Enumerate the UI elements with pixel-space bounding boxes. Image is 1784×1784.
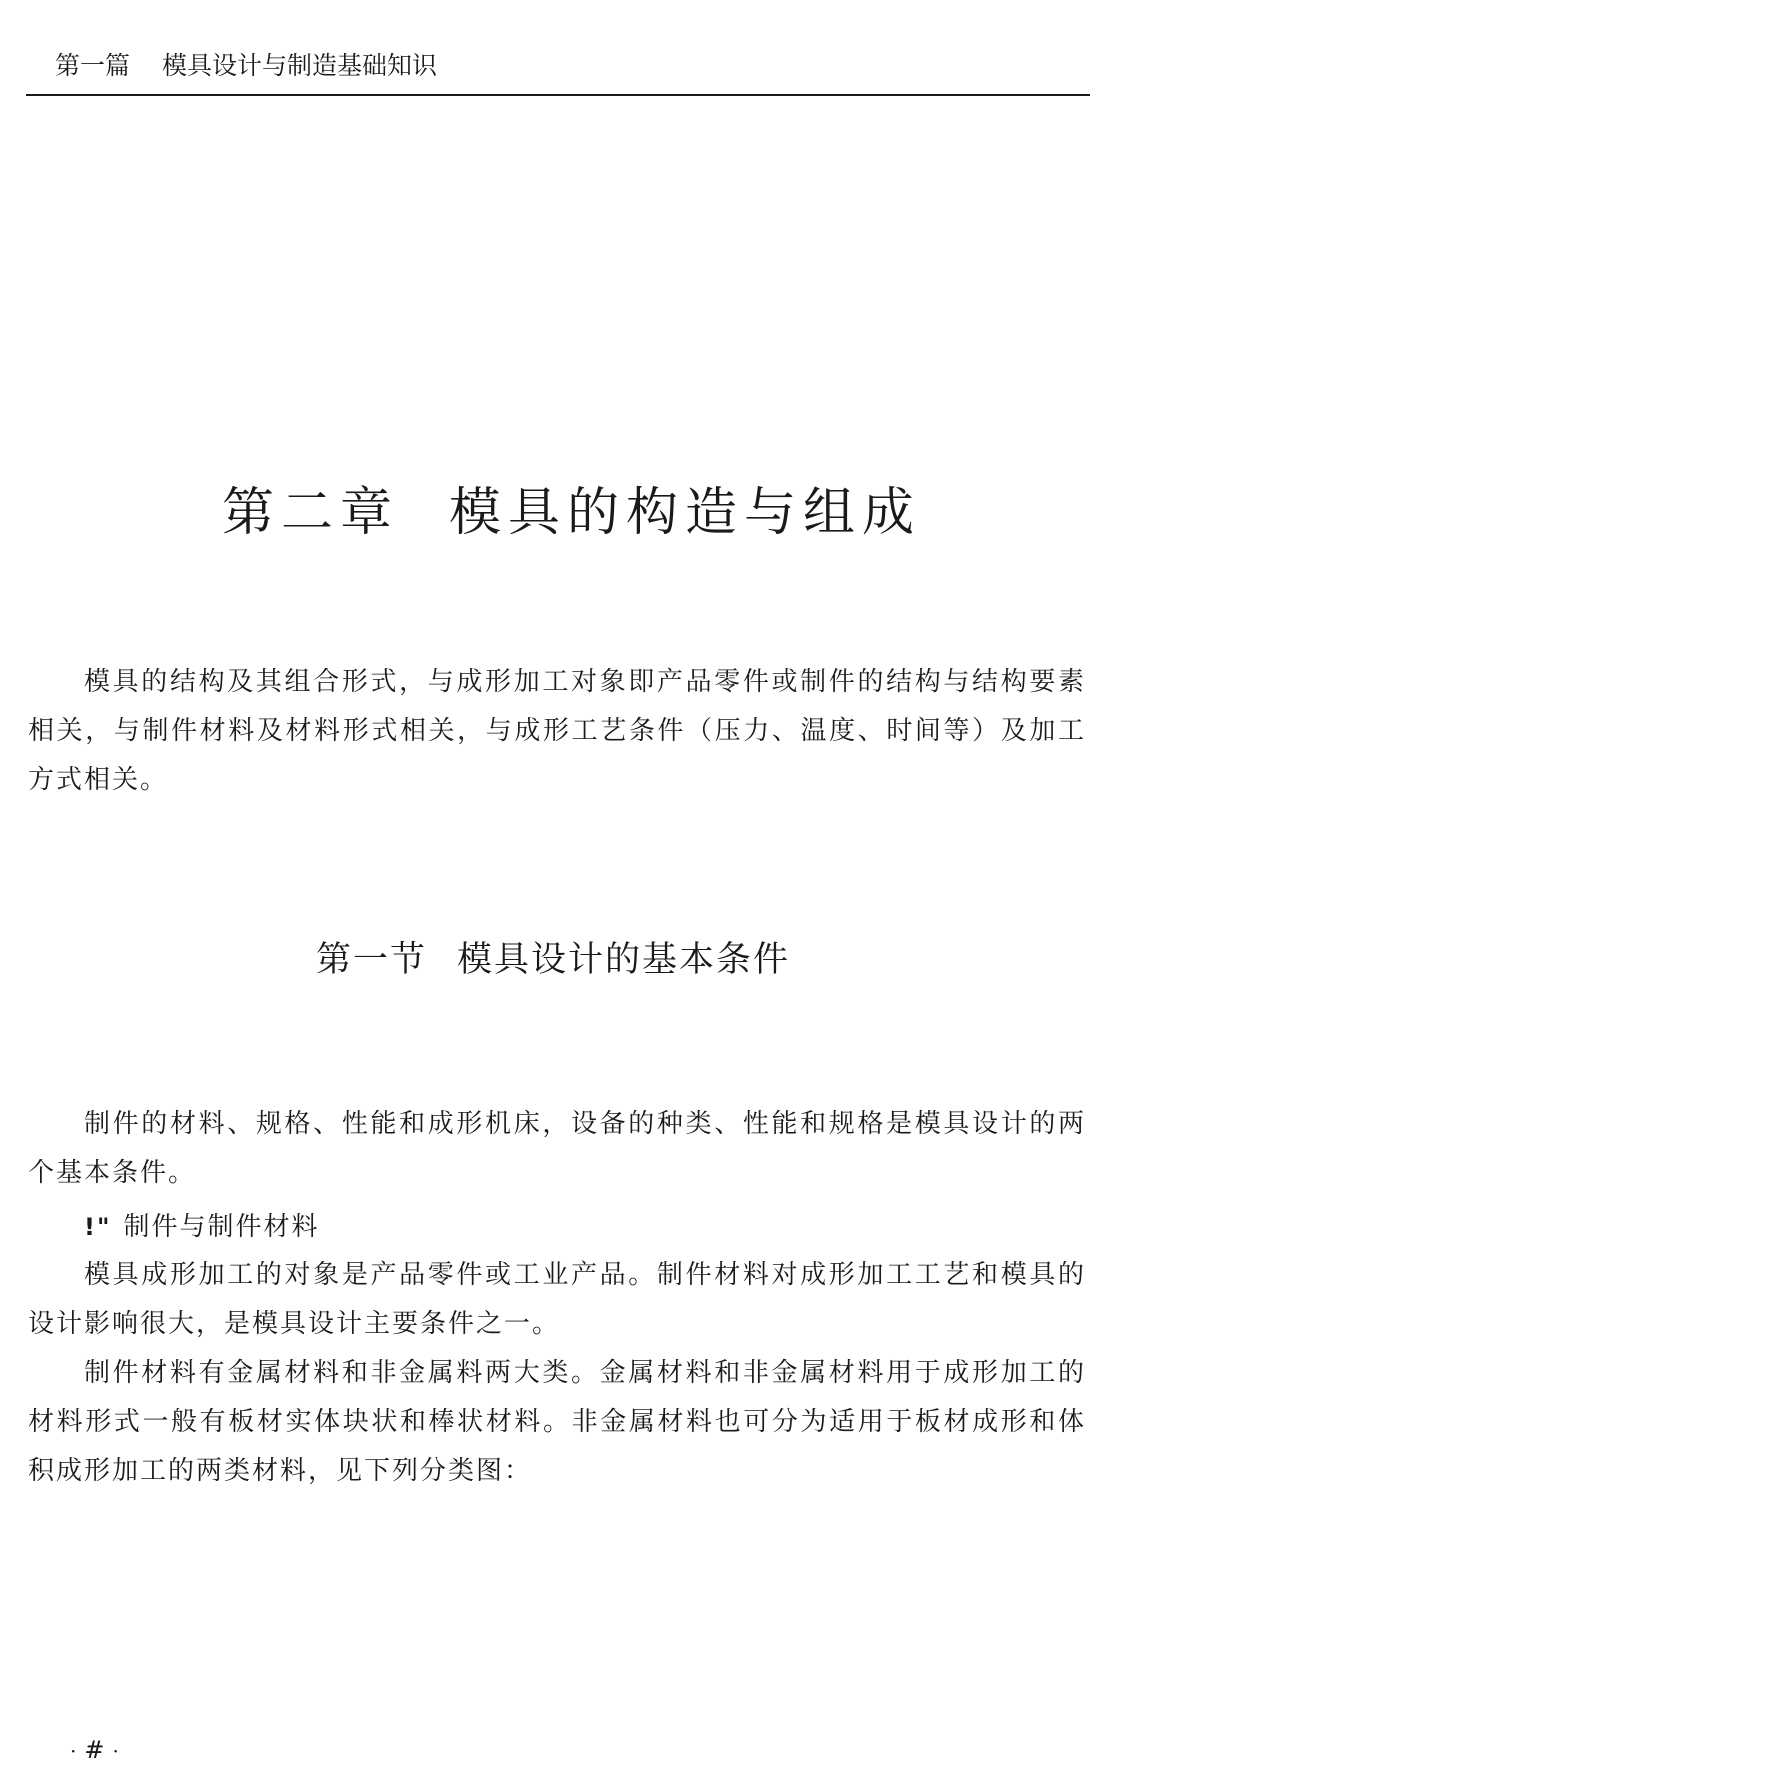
chapter-name: 模具的构造与组成	[449, 483, 922, 543]
running-header-part: 第一篇	[55, 51, 131, 80]
section-number: 第一节	[316, 940, 428, 980]
running-header	[55, 46, 437, 82]
intro-section	[28, 658, 1086, 805]
running-header-title: 模具设计与制造基础知识	[162, 51, 438, 80]
page-number-value: #	[84, 1736, 105, 1764]
intro-paragraph: 模具的结构及其组合形式，与成形加工对象即产品零件或制件的结构与结构要素相关，与制件材料及材料形式相关，与成形工艺条件（压力、温度、时间等）及加工方式相关。	[28, 667, 1086, 795]
chapter-number: 第二章	[222, 483, 400, 543]
header-rule	[26, 94, 1090, 96]
page-number	[62, 1736, 127, 1764]
page-number-right-dot: ·	[112, 1739, 119, 1763]
section-name: 模具设计的基本条件	[457, 940, 791, 980]
subsection-number: !"	[84, 1213, 112, 1241]
chapter-title	[222, 470, 921, 545]
page-number-left-dot: ·	[70, 1739, 77, 1763]
subsection-paragraph: 制件材料有金属材料和非金属料两大类。金属材料和非金属材料用于成形加工的材料形式一般有板材实体块状和棒状材料。非金属材料也可分为适用于板材成形和体积成形加工的两类材料，见下列分类图：	[28, 1358, 1086, 1486]
subsection-title: 制件与制件材料	[123, 1212, 320, 1242]
section-title	[316, 932, 790, 982]
section-body	[28, 1100, 1086, 1496]
subsection-heading	[28, 1203, 1086, 1251]
section-paragraph: 制件的材料、规格、性能和成形机床，设备的种类、性能和规格是模具设计的两个基本条件。	[28, 1109, 1086, 1188]
subsection-paragraph: 模具成形加工的对象是产品零件或工业产品。制件材料对成形加工工艺和模具的设计影响很大，是模具设计主要条件之一。	[28, 1260, 1086, 1339]
